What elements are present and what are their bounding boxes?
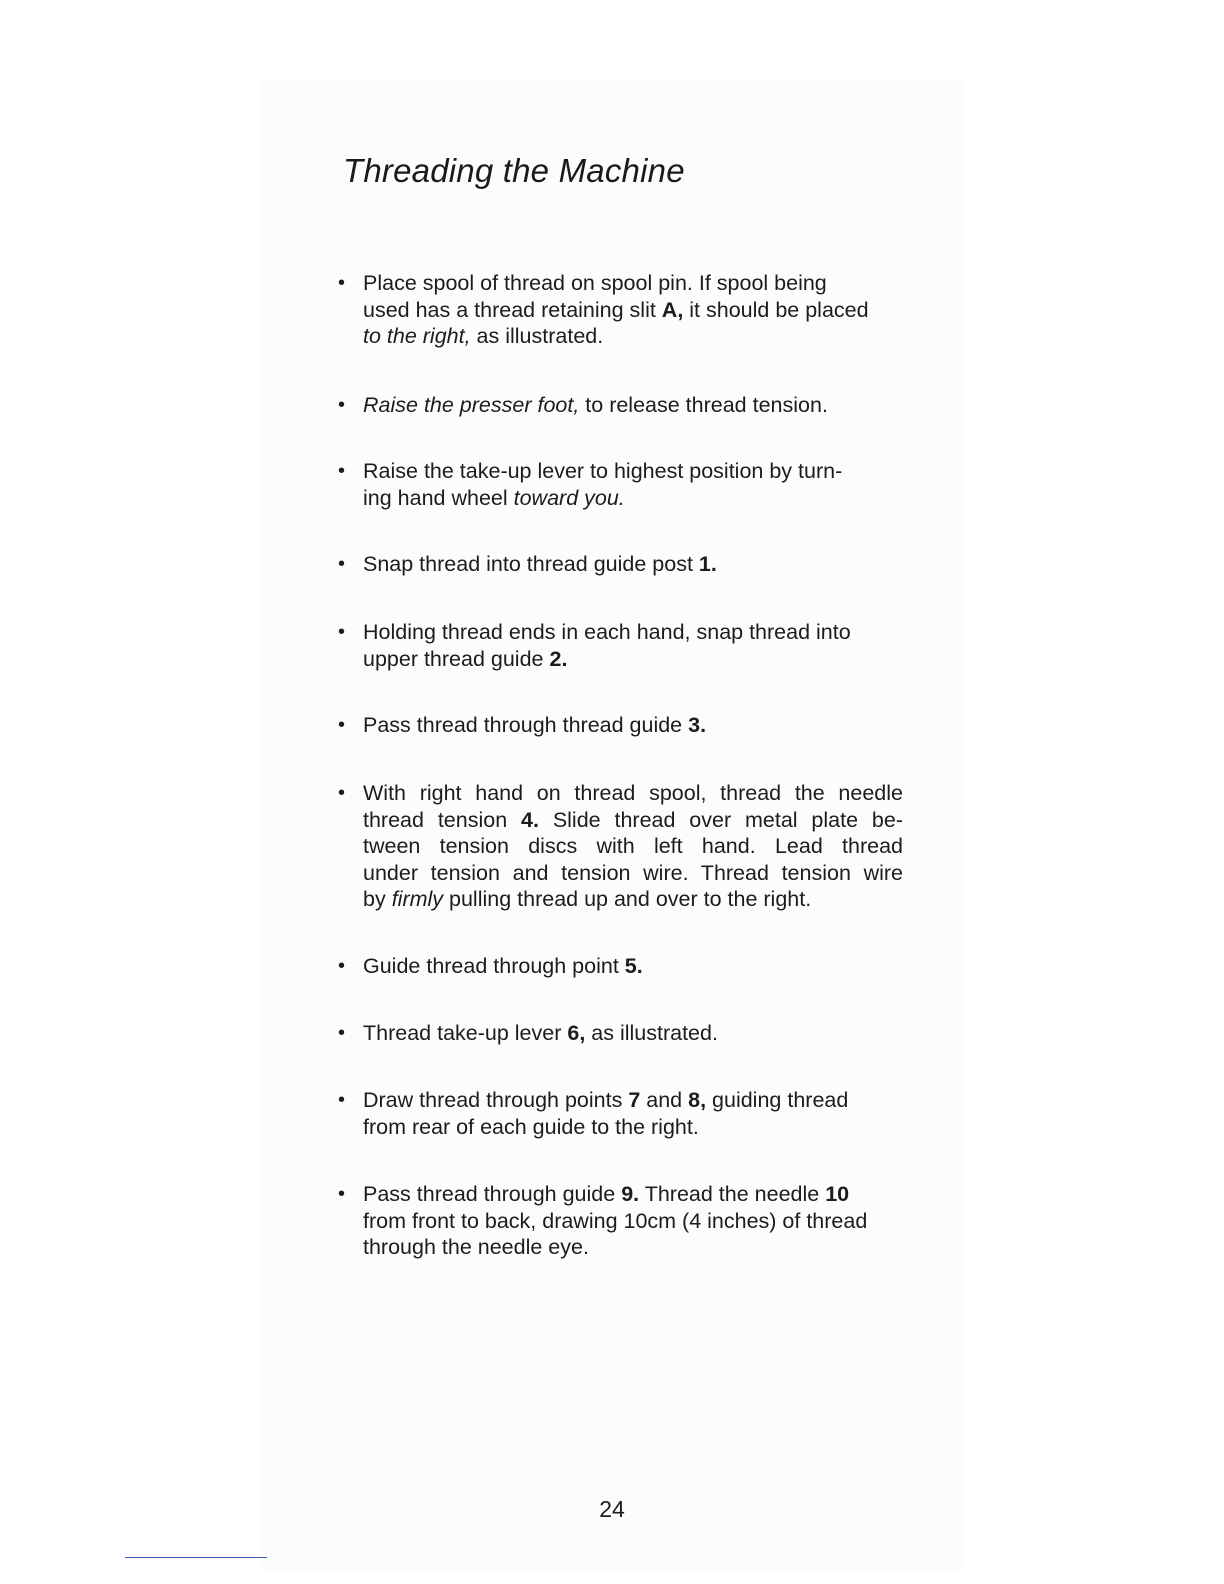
emphasis-text: Raise the presser foot,: [363, 393, 580, 417]
step-text: [363, 458, 903, 511]
step-line: Holding thread ends in each hand, snap thread into: [363, 620, 851, 644]
step-text: [363, 1181, 903, 1261]
step-item: [338, 1020, 903, 1047]
reference-label: 5.: [624, 954, 643, 978]
step-line: thread tension 4. Slide thread over metal plate be-: [363, 807, 903, 832]
emphasis-text: to the right,: [363, 324, 471, 348]
bullet-icon: •: [338, 621, 346, 643]
step-item: [338, 953, 903, 980]
step-line: Snap thread into thread guide post 1.: [363, 552, 717, 576]
step-item: [338, 1181, 903, 1261]
step-line: used has a thread retaining slit A, it should be placed: [363, 297, 869, 322]
step-text: [363, 1087, 903, 1140]
step-line: Place spool of thread on spool pin. If spool being: [363, 271, 827, 295]
step-line: Raise the presser foot, to release thread tension.: [363, 393, 828, 417]
step-line: Pass thread through thread guide 3.: [363, 713, 707, 737]
step-text: [363, 619, 903, 672]
reference-label: 10: [825, 1182, 850, 1206]
bullet-icon: •: [338, 714, 346, 736]
reference-label: A,: [661, 297, 684, 322]
bullet-icon: •: [338, 460, 346, 482]
step-text: [363, 1020, 903, 1047]
step-line: Draw thread through points 7 and 8, guiding thread: [363, 1088, 849, 1112]
step-item: [338, 270, 903, 350]
reference-label: 4.: [521, 807, 539, 832]
step-line: upper thread guide 2.: [363, 646, 568, 671]
step-item: [338, 458, 903, 511]
step-line: from front to back, drawing 10cm (4 inches) of thread: [363, 1208, 868, 1233]
reference-label: 7: [628, 1088, 641, 1112]
step-line: to the right, as illustrated.: [363, 324, 604, 348]
step-line: tween tension discs with left hand. Lead thread: [363, 834, 903, 858]
step-text: [363, 270, 903, 350]
emphasis-text: toward you.: [513, 485, 625, 510]
step-item: [338, 780, 903, 913]
step-line: from rear of each guide to the right.: [363, 1114, 699, 1139]
step-item: [338, 392, 903, 419]
step-line: Guide thread through point 5.: [363, 954, 643, 978]
step-text: [363, 551, 903, 578]
bullet-icon: •: [338, 1022, 346, 1044]
reference-label: 9.: [621, 1182, 640, 1206]
step-text: [363, 780, 903, 913]
reference-label: 1.: [698, 552, 717, 576]
page-title: Threading the Machine: [343, 152, 685, 189]
step-item: [338, 712, 903, 739]
reference-label: 8,: [688, 1088, 707, 1112]
reference-label: 6,: [567, 1021, 586, 1045]
reference-label: 3.: [688, 713, 707, 737]
reference-label: 2.: [549, 646, 568, 671]
bullet-icon: •: [338, 394, 346, 416]
bullet-icon: •: [338, 272, 346, 294]
step-line: under tension and tension wire. Thread tension wire: [363, 860, 903, 885]
emphasis-text: firmly: [391, 887, 444, 911]
step-line: Raise the take-up lever to highest position by turn-: [363, 459, 843, 483]
page-number: 24: [599, 1496, 625, 1522]
step-line: With right hand on thread spool, thread the needle: [363, 781, 903, 805]
footer-rule: [125, 1557, 267, 1558]
step-item: [338, 551, 903, 578]
step-item: [338, 619, 903, 672]
step-line: by firmly pulling thread up and over to the right.: [363, 887, 812, 911]
step-line: through the needle eye.: [363, 1235, 589, 1259]
step-text: [363, 712, 903, 739]
bullet-icon: •: [338, 955, 346, 977]
step-line: ing hand wheel toward you.: [363, 485, 625, 510]
step-item: [338, 1087, 903, 1140]
step-text: [363, 953, 903, 980]
bullet-icon: •: [338, 782, 346, 804]
step-line: Pass thread through guide 9. Thread the needle 10: [363, 1182, 850, 1206]
step-text: [363, 392, 903, 419]
bullet-icon: •: [338, 553, 346, 575]
bullet-icon: •: [338, 1183, 346, 1205]
step-line: Thread take-up lever 6, as illustrated.: [363, 1021, 718, 1045]
bullet-icon: •: [338, 1089, 346, 1111]
